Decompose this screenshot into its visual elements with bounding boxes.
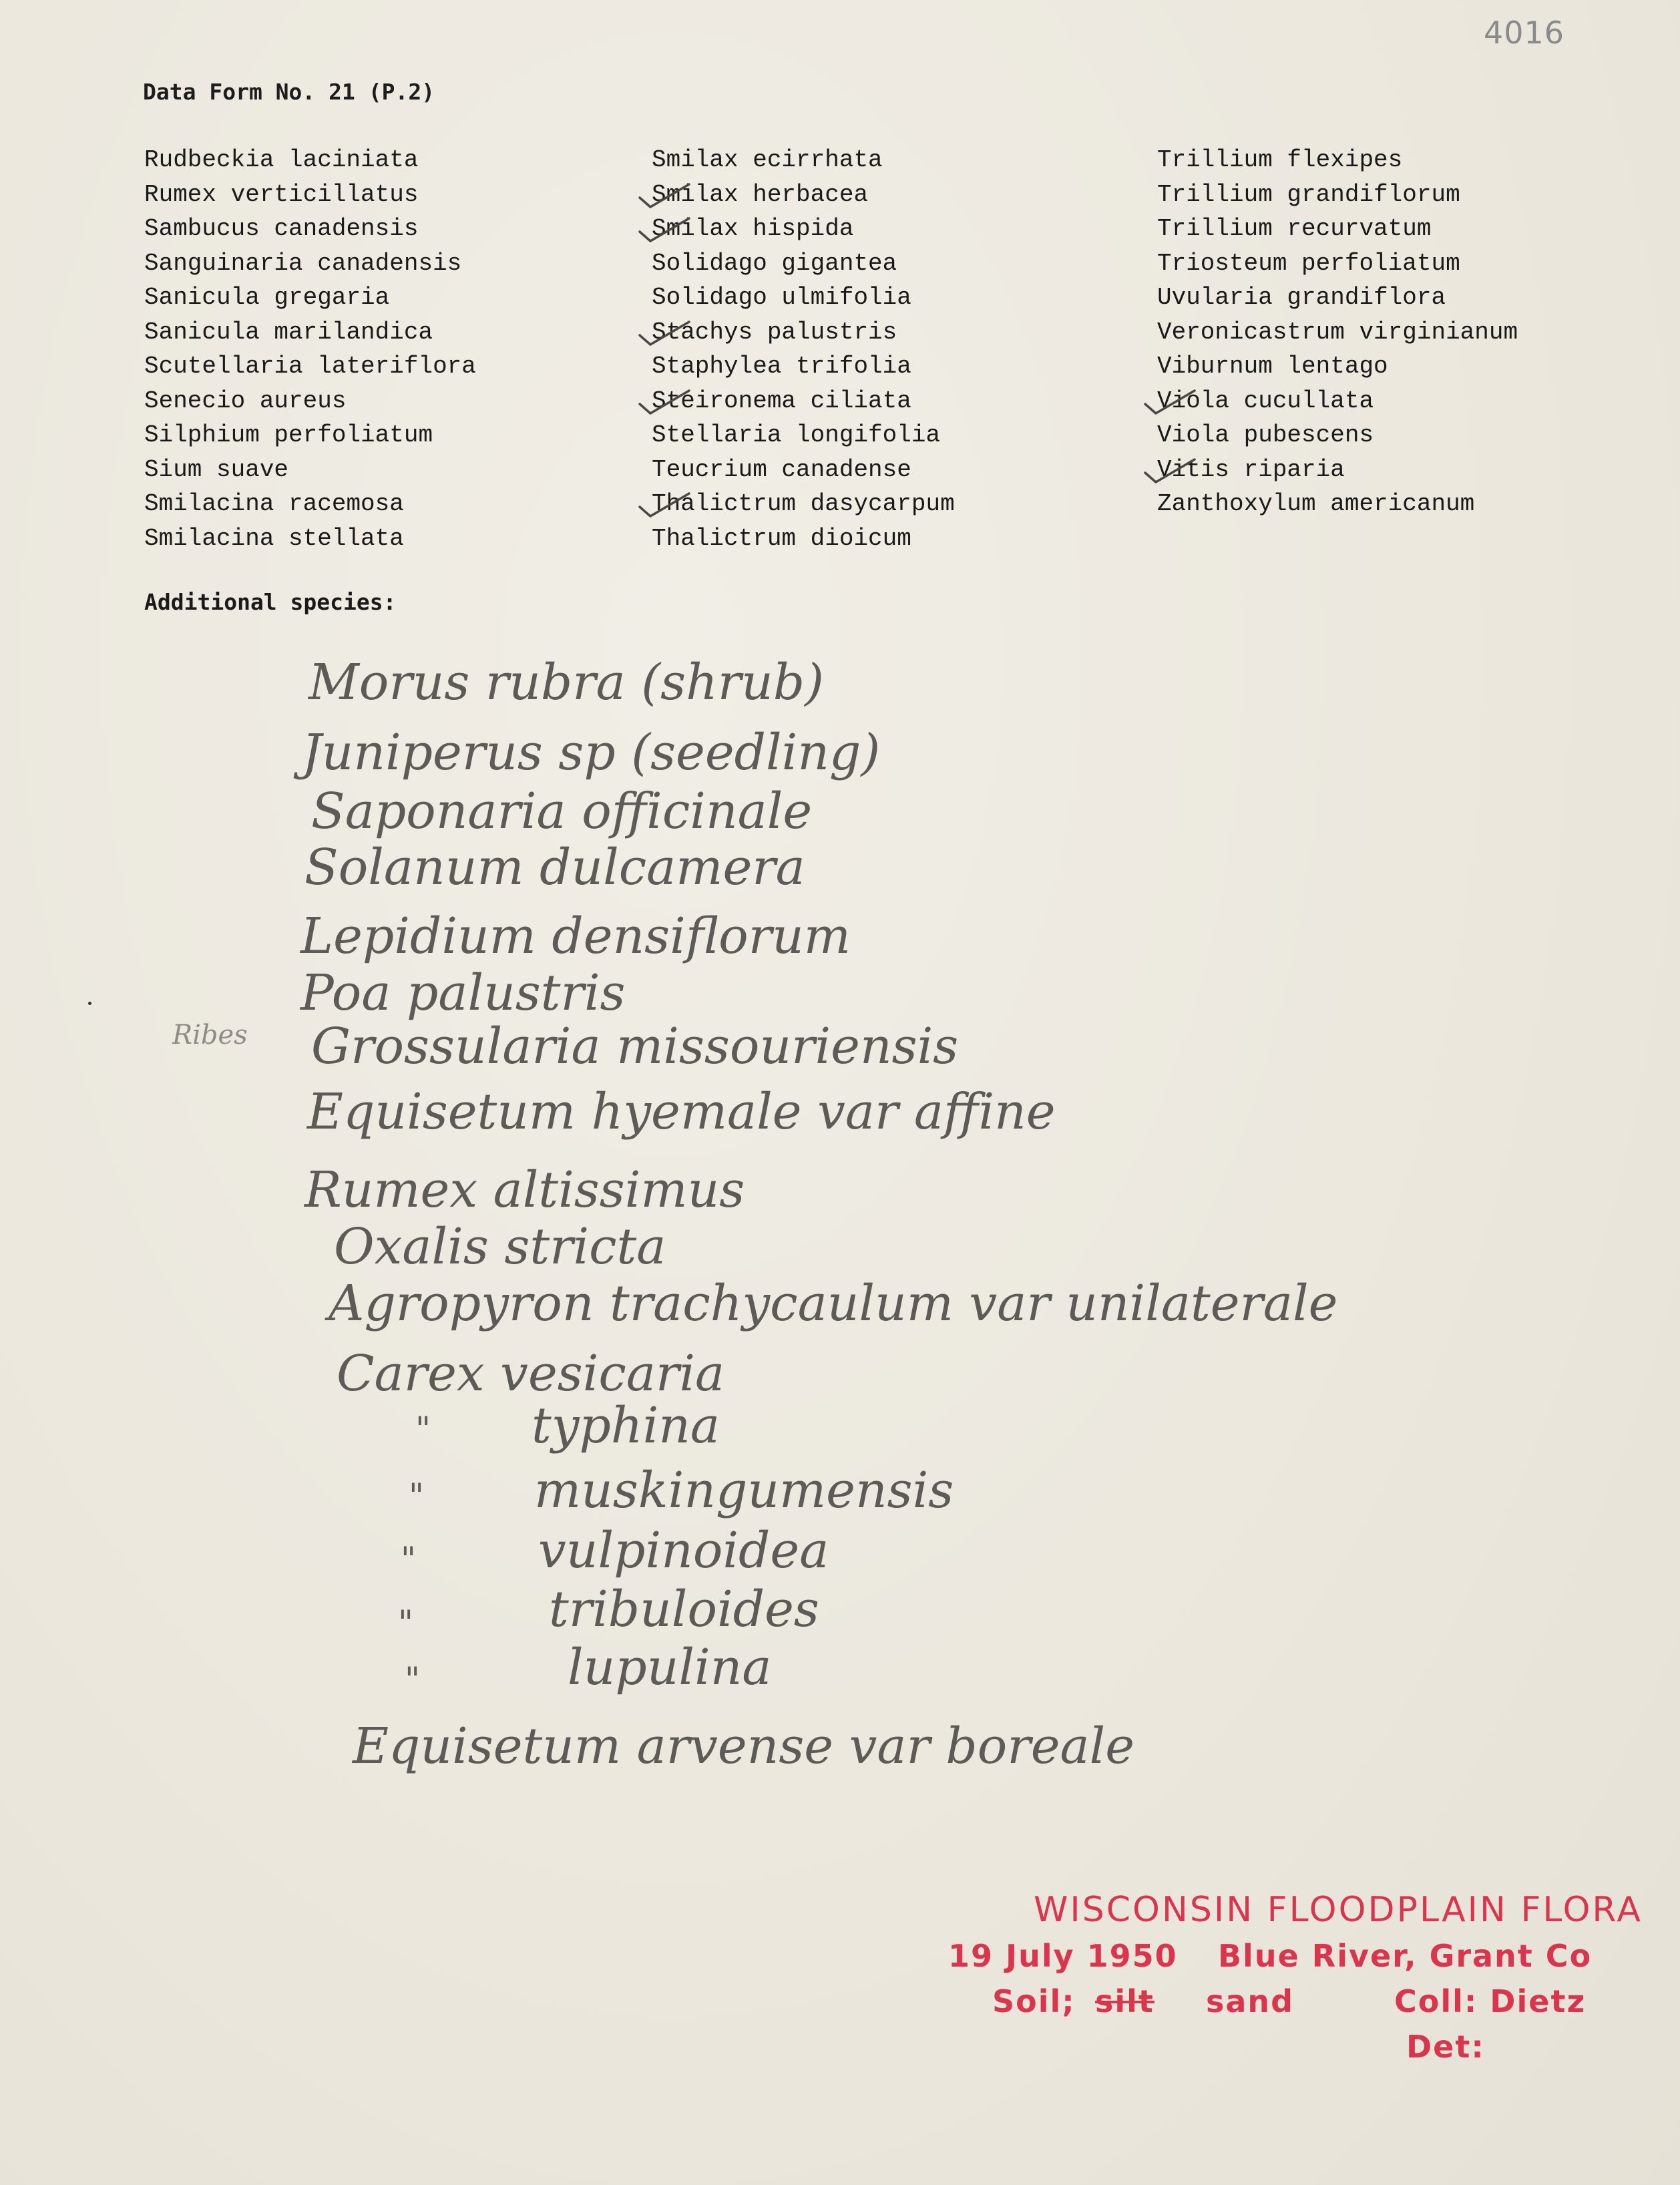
species-name: Staphylea trifolia [652,353,911,380]
handwritten-species: muskingumensis [534,1462,954,1519]
check-mark-stroke [1145,391,1195,413]
species-name: Zanthoxylum americanum [1157,490,1475,518]
species-item [652,418,955,453]
species-item [144,315,476,350]
species-item [1157,418,1518,453]
stamp-soil-collector-line [921,1983,1643,2021]
species-item [144,453,476,487]
species-name: Sanicula marilandica [144,318,433,346]
handwritten-species: Agropyron trachycaulum var unilaterale [329,1275,1338,1332]
ditto-mark: " [401,1540,416,1579]
species-item [652,487,955,522]
species-item [652,143,955,178]
species-name: Smilax ecirrhata [652,146,883,174]
species-name: Smilacina racemosa [144,490,404,518]
stamp-soil-struck: silt [1095,1983,1154,2019]
species-item [652,315,955,350]
species-item [1157,280,1518,315]
species-item [1157,212,1518,246]
species-name: Silphium perfoliatum [144,421,433,449]
species-item [144,384,476,419]
species-name: Senecio aureus [144,387,347,415]
handwritten-species: Morus rubra (shrub) [308,654,825,711]
handwritten-species: typhina [532,1397,720,1454]
species-name: Stachys palustris [652,318,897,346]
species-item [652,212,955,246]
handwritten-species: Equisetum hyemale var affine [307,1083,1056,1141]
species-name: Steironema ciliata [652,387,911,415]
species-item [652,453,955,487]
handwritten-species: Carex vesicaria [337,1345,725,1402]
species-item [144,280,476,315]
species-name: Rudbeckia laciniata [144,146,419,174]
handwritten-species: Juniperus sp (seedling) [302,724,881,781]
species-name: Smilacina stellata [144,524,404,552]
species-item [144,349,476,384]
check-mark-stroke [640,391,689,413]
species-name: Stellaria longifolia [652,421,941,449]
species-name: Scutellaria lateriflora [144,353,476,380]
handwritten-species: Rumex altissimus [304,1161,745,1219]
ditto-mark: " [405,1660,420,1699]
species-item [1157,178,1518,212]
species-name: Vitis riparia [1157,455,1345,483]
species-item [144,487,476,522]
stamp-title: WISCONSIN FLOODPLAIN FLORA [1033,1890,1643,1930]
species-item [1157,453,1518,487]
check-mark-stroke [640,184,689,207]
check-mark-stroke [1145,459,1195,482]
handwritten-species: Lepidium densiflorum [300,908,851,965]
species-item [1157,384,1518,419]
species-name: Viola pubescens [1157,421,1374,449]
species-name: Sanicula gregaria [144,284,390,311]
check-mark-icon [1142,455,1203,486]
species-name: Sambucus canadensis [144,215,419,242]
species-name: Sium suave [144,455,289,483]
species-item [652,178,955,212]
handwritten-species: Grossularia missouriensis [311,1018,959,1075]
herbarium-stamp [921,1890,1643,2066]
species-name: Solidago ulmifolia [652,284,911,311]
species-item [144,246,476,281]
check-mark-icon [1142,387,1203,417]
check-mark-stroke [640,218,689,241]
species-item [1157,315,1518,350]
stamp-collector: Coll: Dietz [1394,1983,1587,2019]
species-item [652,246,955,281]
species-item [1157,487,1518,522]
check-mark-stroke [640,493,689,516]
species-name: Thalictrum dioicum [652,524,911,552]
species-name: Rumex verticillatus [144,180,419,208]
species-name: Solidago gigantea [652,249,897,277]
species-name: Thalictrum dasycarpum [652,490,955,518]
species-name: Smilax herbacea [652,180,869,208]
check-mark-icon [637,180,697,211]
handwritten-species: lupulina [568,1639,772,1696]
additional-species-heading: Additional species: [144,589,397,615]
stamp-soil-label: Soil; [992,1983,1076,2019]
check-mark-icon [637,214,697,245]
species-name: Veronicastrum virginianum [1157,318,1518,346]
handwritten-species: Saponaria officinale [311,783,813,840]
stamp-location: Blue River, Grant Co [1218,1938,1593,1974]
species-item [1157,143,1518,178]
species-item [144,178,476,212]
species-name: Trillium flexipes [1157,146,1403,174]
species-name: Viola cucullata [1157,387,1374,415]
species-item [144,212,476,246]
margin-note: Ribes [172,1020,248,1050]
corner-number: 4016 [1484,15,1565,51]
check-mark-icon [637,489,697,520]
species-item [652,384,955,419]
species-name: Uvularia grandiflora [1157,284,1446,311]
handwritten-species: vulpinoidea [538,1522,829,1579]
handwritten-species: tribuloides [549,1581,819,1638]
species-column-1 [144,143,476,556]
species-column-3 [1157,143,1518,522]
species-item [652,349,955,384]
ink-speck [88,1002,91,1005]
species-item [652,522,955,556]
species-name: Sanguinaria canadensis [144,249,462,277]
species-name: Teucrium canadense [652,455,911,483]
stamp-soil-value: sand [1206,1983,1295,2019]
stamp-det-label: Det: [1406,2029,1485,2065]
handwritten-species: Poa palustris [300,964,626,1022]
stamp-date-location-line [921,1938,1643,1975]
species-column-2 [652,143,955,556]
species-item [1157,349,1518,384]
check-mark-icon [637,387,697,417]
check-mark-icon [637,318,697,349]
ditto-mark: " [398,1603,413,1642]
form-title: Data Form No. 21 (P.2) [143,79,435,105]
species-name: Triosteum perfoliatum [1157,249,1460,277]
species-item [144,522,476,556]
stamp-date: 19 July 1950 [948,1938,1178,1974]
ditto-mark: " [409,1476,424,1515]
species-item [652,280,955,315]
species-name: Smilax hispida [652,215,854,242]
species-name: Trillium grandiflorum [1157,180,1460,208]
species-name: Viburnum lentago [1157,353,1388,380]
handwritten-species: Oxalis stricta [334,1218,666,1275]
check-mark-stroke [640,322,689,345]
handwritten-species: Solanum dulcamera [304,839,805,896]
stamp-det-line [921,2029,1643,2066]
species-item [144,418,476,453]
ditto-mark: " [415,1410,431,1448]
handwritten-species: Equisetum arvense var boreale [353,1718,1135,1775]
species-item [1157,246,1518,281]
species-item [144,143,476,178]
species-name: Trillium recurvatum [1157,215,1432,242]
